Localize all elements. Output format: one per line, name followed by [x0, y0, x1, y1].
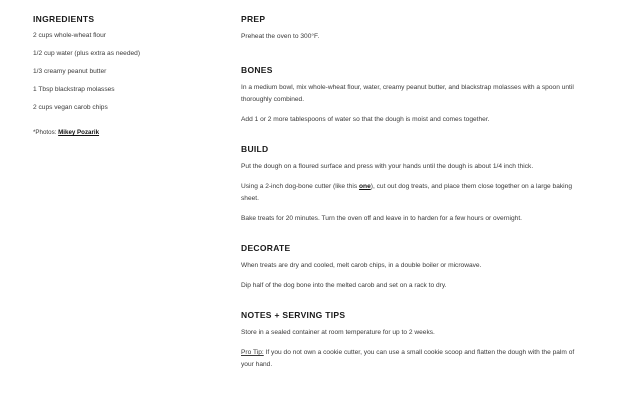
notes-protip: [241, 347, 576, 371]
bones-section: [241, 65, 576, 126]
protip-text: If you do not own a cookie cutter, you can use a small cookie scoop and flatten the dough with the palm of your hand.: [241, 349, 575, 368]
build-step-1: Put the dough on a floured surface and press with your hands until the dough is about 1/4 inch thick.: [241, 163, 534, 170]
photo-credit-prefix: *Photos:: [33, 129, 57, 136]
build-step-3: Bake treats for 20 minutes. Turn the oven off and leave in to harden for a few hours or overnight.: [241, 215, 523, 222]
notes-section: [241, 310, 576, 371]
build-step-2-start: Using a 2-inch dog-bone cutter (like this: [241, 183, 360, 190]
decorate-step-2: Dip half of the dog bone into the melted carob and set on a rack to dry.: [241, 282, 447, 289]
cutter-link[interactable]: one: [359, 183, 371, 190]
instructions-column: [241, 14, 576, 379]
notes-storage: Store in a sealed container at room temperature for up to 2 weeks.: [241, 329, 435, 336]
ingredients-list: [33, 31, 218, 112]
photo-credit: [33, 128, 218, 137]
bones-step-1: In a medium bowl, mix whole-wheat flour, water, creamy peanut butter, and blackstrap molasses with a spoon until thoroughly combined.: [241, 84, 574, 103]
prep-heading: PREP: [241, 14, 266, 24]
prep-text: Preheat the oven to 300°F.: [241, 33, 320, 40]
decorate-step-1: When treats are dry and cooled, melt carob chips, in a double boiler or microwave.: [241, 262, 482, 269]
build-step-2: [241, 181, 576, 205]
ingredients-heading: INGREDIENTS: [33, 14, 95, 24]
bones-heading: BONES: [241, 65, 273, 75]
build-step-2-end: ), cut out dog treats, and place them close together on a large baking sheet.: [241, 183, 572, 202]
decorate-section: [241, 243, 576, 292]
ingredient-item: 1 Tbsp blackstrap molasses: [33, 86, 115, 93]
ingredient-item: 1/2 cup water (plus extra as needed): [33, 50, 141, 57]
build-section: [241, 144, 576, 225]
decorate-heading: DECORATE: [241, 243, 291, 253]
notes-heading: NOTES + SERVING TIPS: [241, 310, 346, 320]
protip-label: Pro Tip:: [241, 349, 264, 356]
ingredient-item: 2 cups vegan carob chips: [33, 104, 108, 111]
ingredient-item: 2 cups whole-wheat flour: [33, 32, 106, 39]
build-heading: BUILD: [241, 144, 269, 154]
prep-section: [241, 14, 576, 43]
ingredient-item: 1/3 creamy peanut butter: [33, 68, 107, 75]
bones-step-2: Add 1 or 2 more tablespoons of water so that the dough is moist and comes together.: [241, 116, 490, 123]
photo-credit-link[interactable]: Mikey Pozarik: [58, 129, 100, 136]
ingredients-column: [33, 14, 218, 137]
